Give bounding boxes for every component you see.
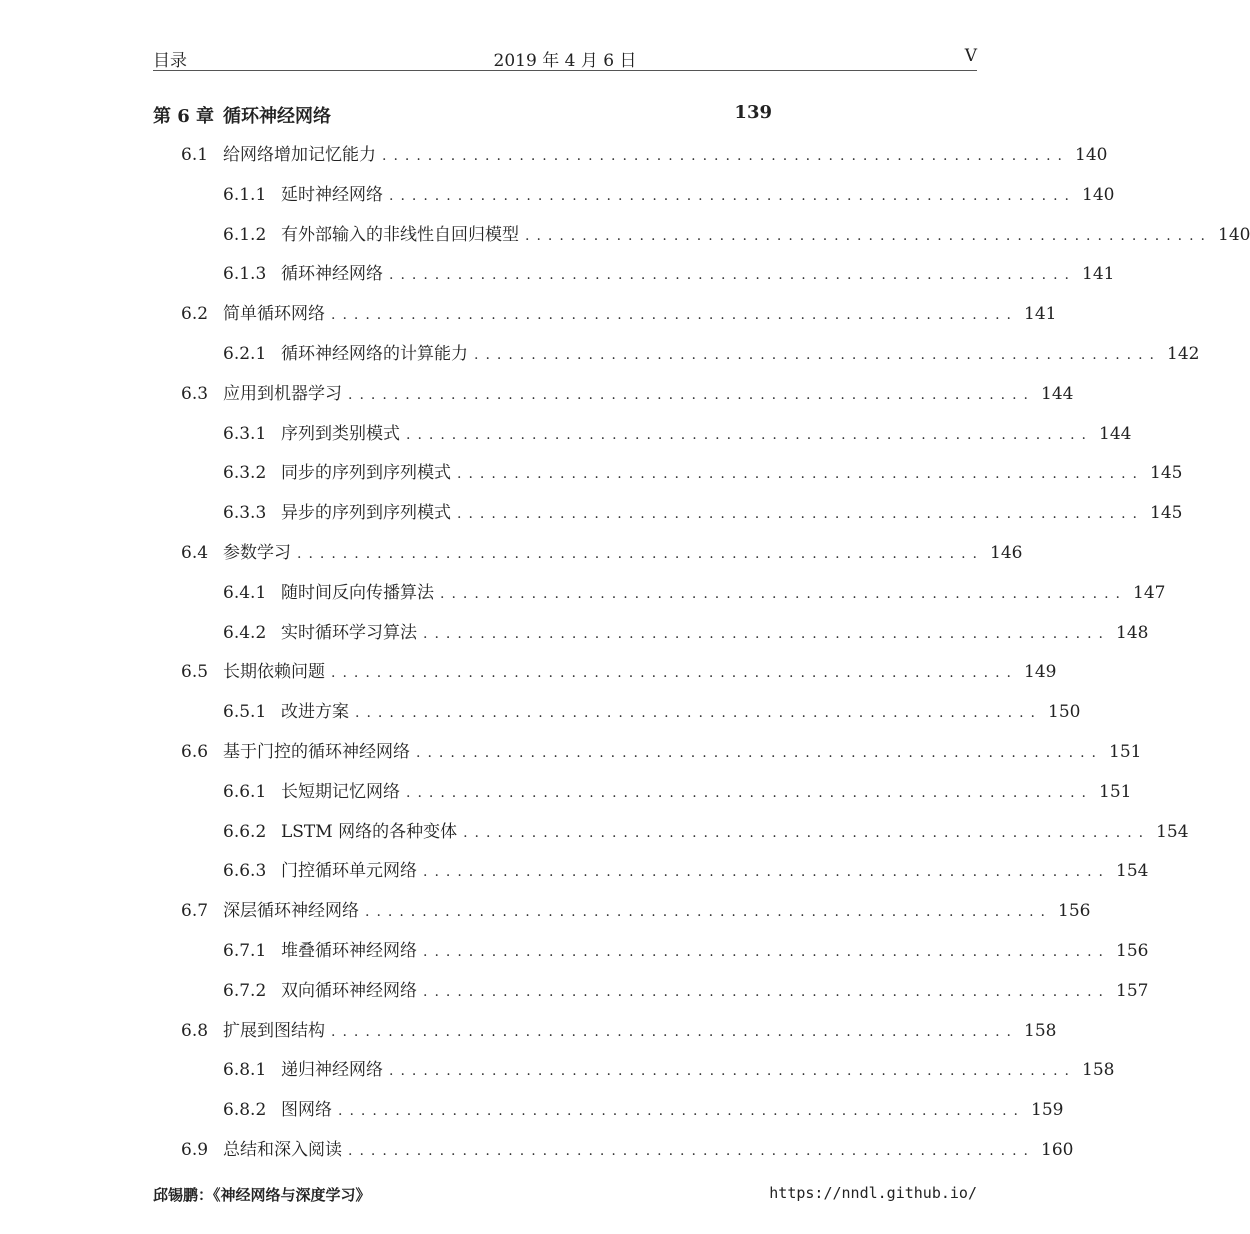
toc-dot-leader: ............................................................: [423, 864, 1111, 880]
toc-entry-page: 159: [1031, 1100, 1064, 1120]
toc-dot-leader: ............................................................: [423, 984, 1111, 1000]
toc-entry-number: 6.3.1: [223, 424, 267, 444]
toc-entry-page: 141: [1082, 264, 1115, 284]
toc-entry-number: 6.5: [181, 662, 209, 682]
toc-dot-leader: ............................................................: [348, 1143, 1036, 1159]
toc-subsection-entry[interactable]: [223, 1057, 1115, 1083]
toc-entry-number: 6.3.2: [223, 463, 267, 483]
footer-url[interactable]: https://nndl.github.io/: [769, 1184, 977, 1202]
toc-subsection-entry[interactable]: [223, 222, 1250, 248]
toc-entry-page: 149: [1024, 662, 1057, 682]
toc-entry-number: 6.6: [181, 742, 209, 762]
toc-dot-leader: ............................................................: [355, 705, 1043, 721]
toc-dot-leader: ............................................................: [406, 427, 1094, 443]
toc-dot-leader: ............................................................: [457, 506, 1145, 522]
toc-entry-page: 160: [1041, 1140, 1074, 1160]
toc-entry-page: 145: [1150, 463, 1183, 483]
toc-entry-title: 实时循环学习算法: [281, 623, 417, 643]
toc-entry-page: 158: [1024, 1021, 1057, 1041]
toc-entry-page: 144: [1041, 384, 1074, 404]
toc-entry-number: 6.9: [181, 1140, 209, 1160]
page-header: [153, 44, 977, 71]
toc-entry-title: 循环神经网络的计算能力: [281, 344, 468, 364]
toc-entry-page: 147: [1133, 583, 1166, 603]
toc-entry-number: 6.4: [181, 543, 209, 563]
toc-dot-leader: ............................................................: [423, 626, 1111, 642]
toc-dot-leader: ............................................................: [389, 188, 1077, 204]
header-date: 2019 年 4 月 6 日: [493, 51, 637, 71]
toc-section-entry[interactable]: [181, 381, 1074, 407]
toc-subsection-entry[interactable]: [223, 421, 1132, 447]
toc-section-entry[interactable]: [181, 301, 1057, 327]
toc-subsection-entry[interactable]: [223, 938, 1149, 964]
toc-entry-title: 长期依赖问题: [223, 662, 325, 682]
toc-entry-number: 6.1.2: [223, 225, 267, 245]
toc-subsection-entry[interactable]: [223, 460, 1183, 486]
toc-subsection-entry[interactable]: [223, 620, 1149, 646]
toc-subsection-entry[interactable]: [223, 858, 1149, 884]
toc-entry-page: 151: [1099, 782, 1132, 802]
toc-subsection-entry[interactable]: [223, 1097, 1064, 1123]
toc-entry-title: 序列到类别模式: [281, 424, 400, 444]
toc-entry-page: 154: [1156, 822, 1189, 842]
toc-entry-title: 图网络: [281, 1100, 332, 1120]
toc-entry-title: 扩展到图结构: [223, 1021, 325, 1041]
toc-entry-page: 157: [1116, 981, 1149, 1001]
toc-entry-number: 6.6.3: [223, 861, 267, 881]
toc-entry-number: 6.8.2: [223, 1100, 267, 1120]
toc-subsection-entry[interactable]: [223, 500, 1183, 526]
toc-entry-title: 同步的序列到序列模式: [281, 463, 451, 483]
toc-entry-title: 门控循环单元网络: [281, 861, 417, 881]
toc-entry-number: 6.7.1: [223, 941, 267, 961]
toc-subsection-entry[interactable]: [223, 779, 1132, 805]
toc-subsection-entry[interactable]: [223, 699, 1081, 725]
toc-dot-leader: ............................................................: [440, 586, 1128, 602]
toc-dot-leader: ............................................................: [331, 307, 1019, 323]
toc-entry-number: 6.5.1: [223, 702, 267, 722]
toc-entry-page: 144: [1099, 424, 1132, 444]
toc-entry-title: 随时间反向传播算法: [281, 583, 434, 603]
toc-section-entry[interactable]: [181, 540, 1023, 566]
toc-dot-leader: ............................................................: [365, 904, 1053, 920]
toc-entry-page: 150: [1048, 702, 1081, 722]
toc-entry-page: 140: [1218, 225, 1250, 245]
toc-entry-page: 145: [1150, 503, 1183, 523]
toc-dot-leader: ............................................................: [474, 347, 1162, 363]
toc-dot-leader: ............................................................: [382, 148, 1070, 164]
chapter-page: 139: [734, 102, 772, 123]
toc-entry-number: 6.1.1: [223, 185, 267, 205]
header-section-label: 目录: [153, 51, 187, 71]
toc-entry-page: 158: [1082, 1060, 1115, 1080]
toc-entry-number: 6.7.2: [223, 981, 267, 1001]
toc-subsection-entry[interactable]: [223, 819, 1189, 845]
toc-section-entry[interactable]: [181, 898, 1091, 924]
toc-entry-title: 简单循环网络: [223, 304, 325, 324]
toc-entry-title: 长短期记忆网络: [281, 782, 400, 802]
chapter-heading[interactable]: [153, 102, 772, 128]
toc-subsection-entry[interactable]: [223, 580, 1166, 606]
toc-entry-number: 6.3: [181, 384, 209, 404]
chapter-number: 第 6 章: [153, 106, 215, 127]
toc-section-entry[interactable]: [181, 1018, 1057, 1044]
toc-subsection-entry[interactable]: [223, 341, 1200, 367]
toc-entry-title: 改进方案: [281, 702, 349, 722]
toc-dot-leader: ............................................................: [525, 228, 1213, 244]
toc-entry-page: 154: [1116, 861, 1149, 881]
toc-entry-number: 6.8.1: [223, 1060, 267, 1080]
chapter-title: 循环神经网络: [223, 106, 331, 127]
toc-entry-number: 6.1: [181, 145, 209, 165]
toc-entry-number: 6.2: [181, 304, 209, 324]
toc-dot-leader: ............................................................: [416, 745, 1104, 761]
toc-dot-leader: ............................................................: [423, 944, 1111, 960]
toc-entry-title: 异步的序列到序列模式: [281, 503, 451, 523]
page-footer: [153, 1184, 977, 1210]
toc-entry-page: 156: [1058, 901, 1091, 921]
toc-dot-leader: ............................................................: [331, 665, 1019, 681]
toc-entry-page: 141: [1024, 304, 1057, 324]
toc-dot-leader: ............................................................: [457, 466, 1145, 482]
toc-entry-title: 延时神经网络: [281, 185, 383, 205]
toc-entry-number: 6.2.1: [223, 344, 267, 364]
toc-entry-title: 参数学习: [223, 543, 291, 563]
toc-entry-page: 156: [1116, 941, 1149, 961]
toc-entry-number: 6.1.3: [223, 264, 267, 284]
toc-dot-leader: ............................................................: [463, 825, 1151, 841]
toc-subsection-entry[interactable]: [223, 182, 1115, 208]
toc-dot-leader: ............................................................: [389, 1063, 1077, 1079]
toc-entry-number: 6.4.2: [223, 623, 267, 643]
toc-dot-leader: ............................................................: [348, 387, 1036, 403]
toc-entry-page: 146: [990, 543, 1023, 563]
toc-entry-page: 148: [1116, 623, 1149, 643]
toc-entry-page: 151: [1109, 742, 1142, 762]
toc-dot-leader: ............................................................: [331, 1024, 1019, 1040]
toc-section-entry[interactable]: [181, 659, 1057, 685]
toc-dot-leader: ............................................................: [338, 1103, 1026, 1119]
toc-entry-number: 6.7: [181, 901, 209, 921]
toc-entry-page: 140: [1075, 145, 1108, 165]
toc-entry-page: 140: [1082, 185, 1115, 205]
toc-entry-title: 深层循环神经网络: [223, 901, 359, 921]
toc-section-entry[interactable]: [181, 1137, 1074, 1163]
toc-section-entry[interactable]: [181, 142, 1108, 168]
toc-entry-page: 142: [1167, 344, 1200, 364]
toc-subsection-entry[interactable]: [223, 978, 1149, 1004]
toc-subsection-entry[interactable]: [223, 261, 1115, 287]
toc-dot-leader: ............................................................: [389, 267, 1077, 283]
toc-entry-title: 双向循环神经网络: [281, 981, 417, 1001]
toc-entry-title: 总结和深入阅读: [223, 1140, 342, 1160]
toc-entry-number: 6.6.1: [223, 782, 267, 802]
toc-entry-title: 循环神经网络: [281, 264, 383, 284]
toc-entry-number: 6.3.3: [223, 503, 267, 523]
header-page-number: V: [964, 46, 977, 66]
toc-dot-leader: ............................................................: [406, 785, 1094, 801]
toc-entry-number: 6.6.2: [223, 822, 267, 842]
toc-entry-title: LSTM 网络的各种变体: [281, 822, 458, 842]
toc-section-entry[interactable]: [181, 739, 1142, 765]
toc-entry-title: 有外部输入的非线性自回归模型: [281, 225, 519, 245]
toc-entry-title: 递归神经网络: [281, 1060, 383, 1080]
toc-dot-leader: ............................................................: [297, 546, 985, 562]
toc-entry-title: 基于门控的循环神经网络: [223, 742, 410, 762]
toc-entry-title: 堆叠循环神经网络: [281, 941, 417, 961]
footer-author-book: 邱锡鹏：《神经网络与深度学习》: [153, 1186, 371, 1204]
toc-entry-number: 6.4.1: [223, 583, 267, 603]
toc-entry-title: 给网络增加记忆能力: [223, 145, 376, 165]
toc-entry-title: 应用到机器学习: [223, 384, 342, 404]
toc-entry-number: 6.8: [181, 1021, 209, 1041]
